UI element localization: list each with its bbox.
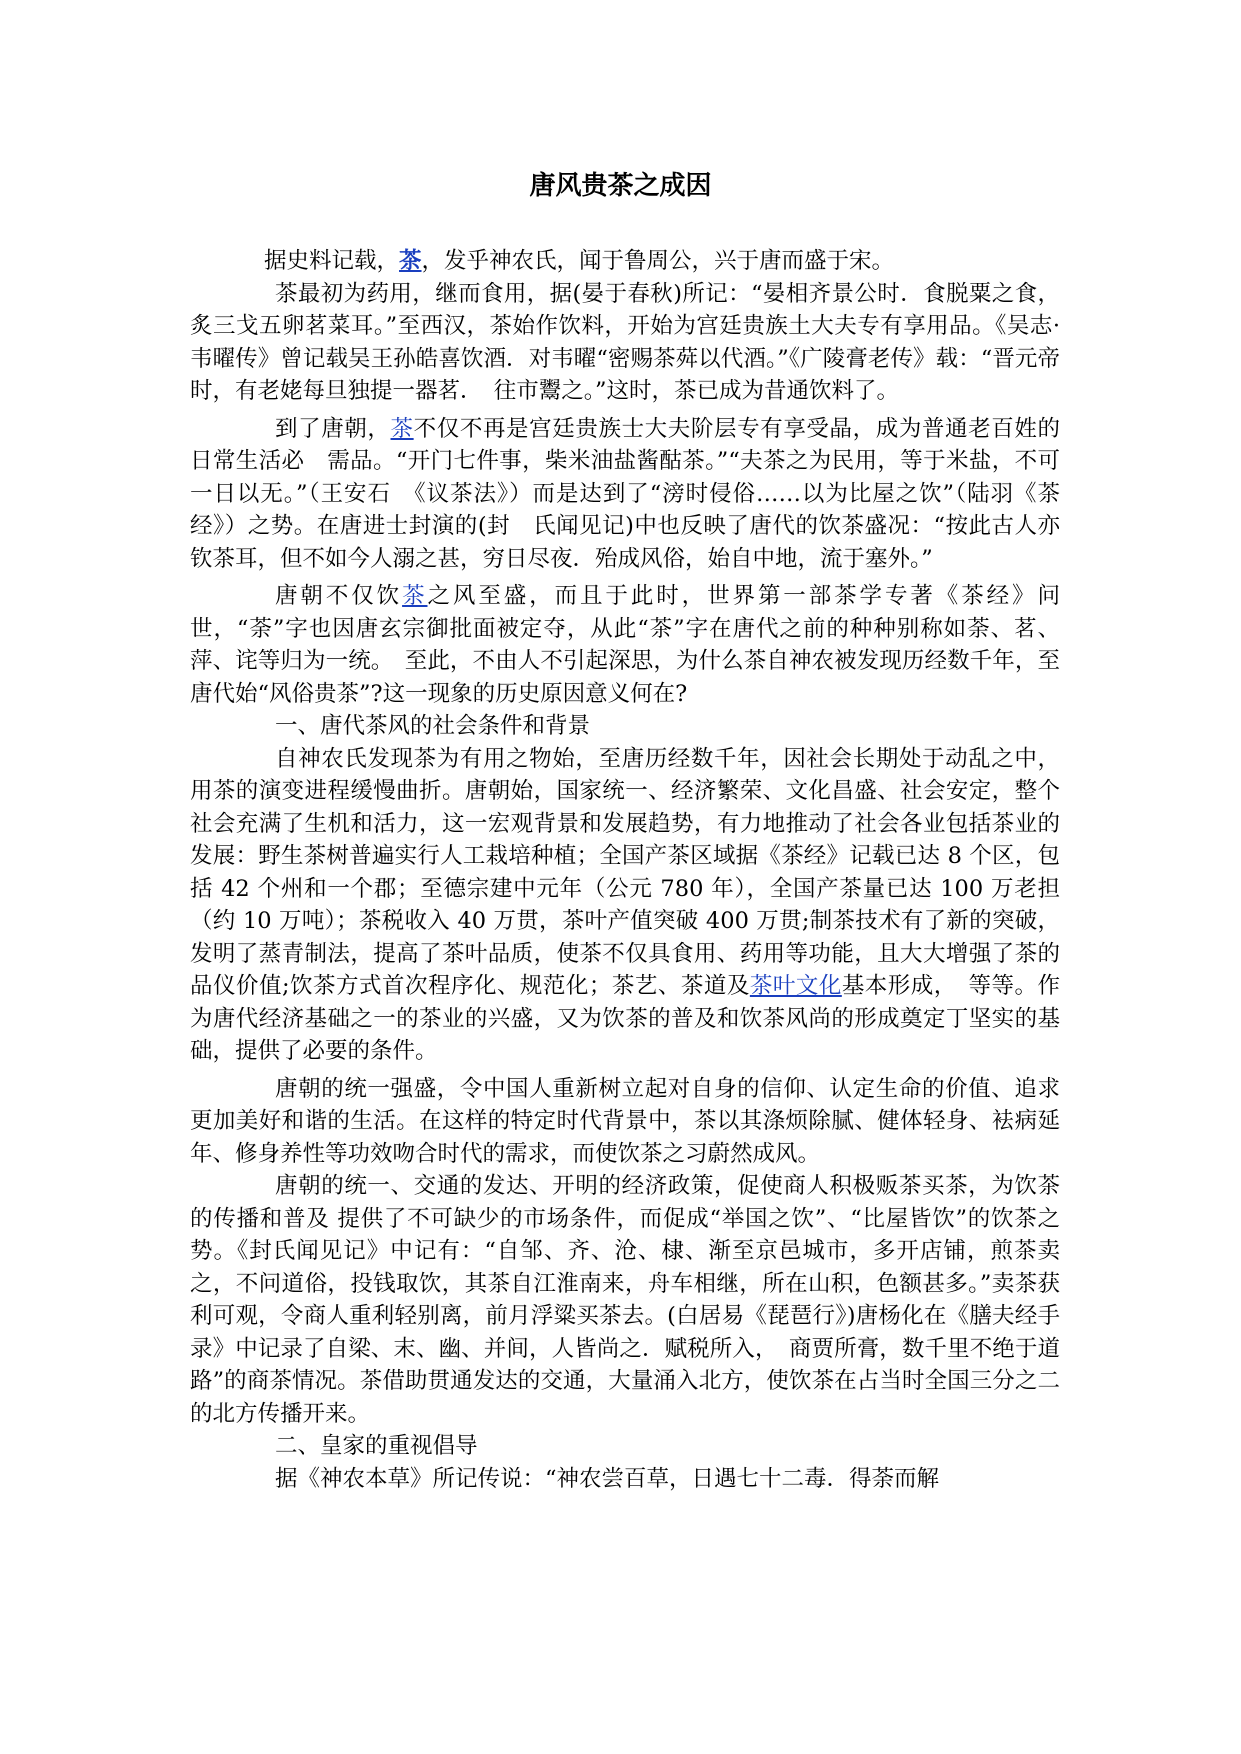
tea-link[interactable]: 茶 <box>399 248 422 274</box>
text-segment: 自神农氏发现茶为有用之物始，至唐历经数千年，因社会长期处于动乱之中，用茶的演变进程缓慢曲折。唐朝始，国家统一、经济繁荣、文化昌盛、社会安定，整个社会充满了生机和活力，这一宏观背景和发展趋势，有力地推动了社会各业包括茶业的发展：野生茶树普遍实行人工栽培种植；全国产茶区域据《茶经》记载已达 8 个区，包括 42 个州和一个郡；至德宗建中元年（公元 780 年），全国产茶量已达 100 万老担（约 10 万吨）；茶税收入 40 万贯，茶叶产值突破 400 万贯;制茶技术有了新的突破，发明了蒸青制法，提高了茶叶品质，使茶不仅具食用、药用等功能，且大大增强了茶的品仪价值;饮茶方式首次程序化、规范化；茶艺、茶道及 <box>190 745 1060 999</box>
paragraph: 唐朝的统一强盛，令中国人重新树立起对自身的信仰、认定生命的价值、追求更加美好和谐的生活。在这样的特定时代背景中，茶以其涤烦除腻、健体轻身、袪病延年、修身养性等功效吻合时代的需求，而使饮茶之习蔚然成风。 <box>190 1075 1060 1167</box>
tea-link[interactable]: 茶 <box>402 583 428 609</box>
paragraph <box>190 413 1060 576</box>
section-heading: 二、皇家的重视倡导 <box>275 1433 478 1459</box>
tea-link[interactable]: 茶 <box>390 415 414 442</box>
text-segment: 唐朝不仅饮 <box>275 583 403 609</box>
paragraph: 唐朝的统一、交通的发达、开明的经济政策，促使商人积极贩茶买茶，为饮茶的传播和普及 提供了不可缺少的市场条件，而促成“举国之饮”、“比屋皆饮”的饮茶之势。《封氏闻见记》中记有：“自邹、齐、沧、棣、渐至京邑城市，多开店铺，煎茶卖之，不问道俗，投钱取饮，其茶自江淮南来，舟车相继，所在山积，色额甚多。”卖茶获利可观，令商人重利轻别离，前月浮粱买茶去。(白居易《琵琶行》)唐杨化在《膳夫经手录》中记录了自梁、末、幽、并间，人皆尚之．赋税所入， 商贾所膏，数千里不绝于道路”的商茶情况。茶借助贯通发达的交通，大量涌入北方，使饮茶在占当时全国三分之二的北方传播开来。 <box>190 1173 1060 1427</box>
text-segment: 据史料记载， <box>264 248 400 274</box>
section-heading: 一、唐代茶风的社会条件和背景 <box>275 713 591 739</box>
paragraph: 据《神农本草》所记传说：“神农尝百草，日遇七十二毒．得荼而解 <box>275 1465 940 1492</box>
text-segment: 不仅不再是宫廷贵族士大夫阶层专有享受晶，成为普通老百姓的日常生活必 需品。“开门七件事，柴米油盐酱酤茶。”“夫茶之为民用，等于米盐，不可一日以无。”（王安石 《议茶法》）而是达到了“滂时侵俗……以为比屋之饮”（陆羽《茶经》）之势。在唐进士封演的(封 氏闻见记)中也反映了唐代的饮茶盛况：“按此古人亦钦茶耳，但不如今人溺之甚，穷日尽夜．殆成风俗，始自中地，流于塞外。” <box>190 415 1060 572</box>
paragraph <box>190 743 1060 1068</box>
text-segment: ，发乎神农氏，闻于鲁周公，兴于唐而盛于宋。 <box>421 248 895 274</box>
paragraph <box>190 580 1060 710</box>
article-body <box>190 245 1060 1495</box>
paragraph: 茶最初为药用，继而食用，据(晏于春秋)所记：“晏相齐景公时．食脱粟之食，炙三戈五卵茗菜耳。”至西汉，茶始作饮料，开始为宫廷贵族土大夫专有享用品。《吴志·韦曜传》曾记载吴王孙皓喜饮酒．对韦曜“密赐茶荈以代酒。”《广陵膏老传》载：“晋元帝时，有老姥每旦独提一器茗． 往市鬻之。”这时，茶已成为昔通饮料了。 <box>190 280 1060 404</box>
paragraph-intro <box>190 245 1060 278</box>
page-title: 唐风贵茶之成因 <box>529 171 712 201</box>
text-segment: 之风至盛，而且于此时，世界第一部茶学专著《茶经》问世，“荼”字也因唐玄宗御批面被定夺，从此“茶”字在唐代之前的种种别称如荼、茗、萍、诧等归为一统。 至此，不由人不引起深思，为什么茶自神农被发现历经数千年，至唐代始“风俗贵茶”?这一现象的历史原因意义何在? <box>190 583 1060 707</box>
tea-culture-link[interactable]: 茶叶文化 <box>749 973 842 999</box>
text-segment: 基本形成， 等等。作为唐代经济基础之一的茶业的兴盛，又为饮茶的普及和饮茶风尚的形成奠定丁坚实的基础，提供了必要的条件。 <box>190 973 1060 1064</box>
text-segment: 到了唐朝， <box>275 415 391 442</box>
